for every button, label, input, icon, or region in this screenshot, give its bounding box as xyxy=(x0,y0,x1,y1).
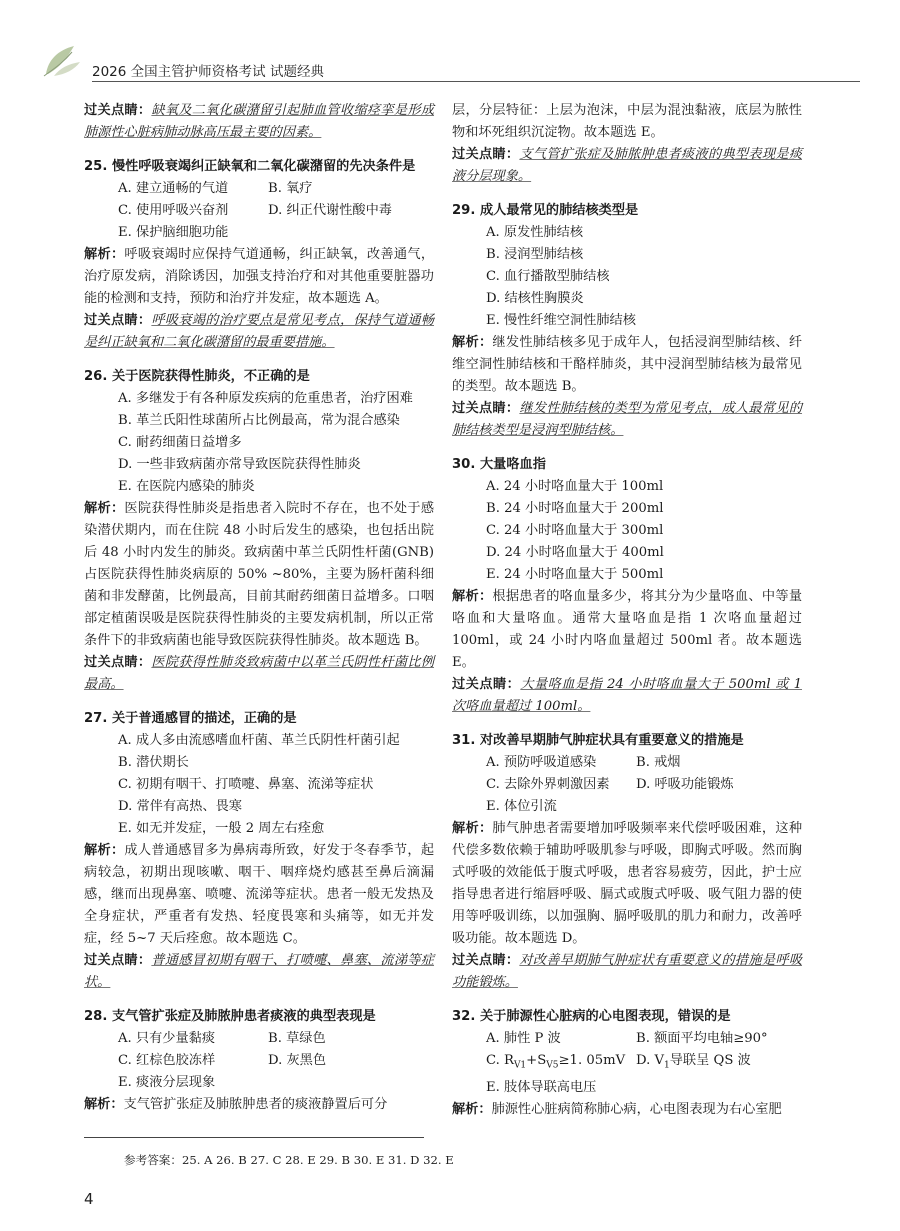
question-29 xyxy=(452,200,802,442)
option-a: A. 24 小时咯血量大于 100ml xyxy=(486,479,664,494)
option-c: C. 耐药细菌日益增多 xyxy=(118,435,242,450)
analysis-text: 支气管扩张症及肺脓肿患者的痰液静置后可分 xyxy=(123,1097,388,1112)
analysis-label: 解析： xyxy=(452,1101,492,1117)
option-c: C. 使用呼吸兴奋剂 xyxy=(118,203,229,218)
analysis-label: 解析： xyxy=(452,589,493,604)
analysis-label: 解析： xyxy=(452,335,493,350)
question-27 xyxy=(84,708,434,994)
analysis-label: 解析： xyxy=(84,247,125,262)
page-number: 4 xyxy=(84,1190,94,1208)
option-b: B. 草绿色 xyxy=(268,1031,326,1046)
tip-label: 过关点睛： xyxy=(452,953,520,968)
option-c: C. 去除外界刺激因素 xyxy=(486,777,610,792)
page-header xyxy=(38,40,860,84)
option-a: A. 多继发于有各种原发疾病的危重患者，治疗困难 xyxy=(118,391,413,406)
question-28 xyxy=(84,1006,434,1116)
question-title: 25. 慢性呼吸衰竭纠正缺氧和二氧化碳潴留的先决条件是 xyxy=(84,159,416,174)
tip-text: 缺氧及二氧化碳潴留引起肺血管收缩痉挛是形成肺源性心脏病肺动脉高压最主要的因素。 xyxy=(84,103,435,140)
tip-label: 过关点睛： xyxy=(452,677,521,692)
option-e: E. 如无并发症，一般 2 周左右痊愈 xyxy=(118,821,325,836)
option-d: D. 常伴有高热、畏寒 xyxy=(118,799,242,814)
question-title: 29. 成人最常见的肺结核类型是 xyxy=(452,203,639,218)
question-32 xyxy=(452,1006,802,1121)
option-b: B. 浸润型肺结核 xyxy=(486,247,584,262)
tip-label: 过关点睛： xyxy=(452,147,520,162)
option-a: A. 成人多由流感嗜血杆菌、革兰氏阴性杆菌引起 xyxy=(118,733,400,748)
option-d: D. $V_1$导联呈 QS 波 xyxy=(636,1053,751,1071)
analysis-text: 肺气肿患者需要增加呼吸频率来代偿呼吸困难，这种代偿多数依赖于辅助呼吸肌参与呼吸，即胸式呼吸。然而胸式呼吸的效能低于腹式呼吸，患者容易疲劳，因此，护士应指导患者进行缩唇呼吸、膈式或腹式呼吸、吸气阻力器的使用等呼吸训练，以加强胸、膈呼吸肌的肌力和耐力，改善呼吸功能。故本题选 D。 xyxy=(452,821,803,946)
tip-text: 普通感冒初期有咽干、打喷嚏、鼻塞、流涕等症状。 xyxy=(84,953,435,990)
footnote-divider xyxy=(84,1137,424,1138)
question-title: 30. 大量咯血指 xyxy=(452,457,546,472)
option-b: B. 24 小时咯血量大于 200ml xyxy=(486,501,664,516)
question-title: 26. 关于医院获得性肺炎，不正确的是 xyxy=(84,369,310,384)
option-c: C. 红棕色胶冻样 xyxy=(118,1053,216,1068)
tip-label: 过关点睛： xyxy=(84,655,152,670)
option-b: B. 潜伏期长 xyxy=(118,755,189,770)
question-28-continued xyxy=(452,100,802,188)
header-divider xyxy=(92,81,860,82)
tip-label: 过关点睛： xyxy=(84,103,152,118)
option-a: A. 肺性 P 波 xyxy=(486,1031,561,1046)
tip-text: 继发性肺结核的类型为常见考点，成人最常见的肺结核类型是浸润型肺结核。 xyxy=(452,401,803,438)
option-d: D. 纠正代谢性酸中毒 xyxy=(268,203,392,218)
option-e: E. 肢体导联高电压 xyxy=(486,1079,597,1095)
option-c: C. 初期有咽干、打喷嚏、鼻塞、流涕等症状 xyxy=(118,777,374,792)
leaf-logo-icon xyxy=(38,40,84,80)
option-d: D. 结核性胸膜炎 xyxy=(486,291,584,306)
option-d: D. 一些非致病菌亦常导致医院获得性肺炎 xyxy=(118,457,361,472)
option-b: B. 额面平均电轴≥90° xyxy=(636,1031,768,1046)
analysis-text: 成人普通感冒多为鼻病毒所致，好发于冬春季节，起病较急，初期出现咳嗽、咽干、咽痒烧灼感甚至鼻后滴漏感，继而出现鼻塞、喷嚏、流涕等症状。患者一般无发热及全身症状，严重者有发热、轻度畏寒和头痛等，如无并发症，经 5~7 天后痊愈。故本题选 C。 xyxy=(84,843,435,946)
intro-tip-block xyxy=(84,100,434,144)
analysis-text: 呼吸衰竭时应保持气道通畅，纠正缺氧，改善通气，治疗原发病，消除诱因，加强支持治疗和对其他重要脏器功能的检测和支持，预防和治疗并发症，故本题选 A。 xyxy=(84,247,435,306)
option-b: B. 戒烟 xyxy=(636,755,681,770)
analysis-label: 解析： xyxy=(84,501,125,516)
option-a: A. 只有少量黏痰 xyxy=(118,1031,216,1046)
tip-text: 医院获得性肺炎致病菌中以革兰氏阴性杆菌比例最高。 xyxy=(84,655,435,692)
option-e: E. 24 小时咯血量大于 500ml xyxy=(486,567,664,582)
option-e: E. 体位引流 xyxy=(486,799,557,814)
option-a: A. 建立通畅的气道 xyxy=(118,181,229,196)
header-title: 2026 全国主管护师资格考试 试题经典 xyxy=(92,64,324,80)
option-c: C. $R_{V1}+S_{V5}\ge 1$. 05mV xyxy=(486,1053,626,1071)
tip-label: 过关点睛： xyxy=(84,313,152,328)
option-d: D. 灰黑色 xyxy=(268,1053,327,1068)
analysis-label: 解析： xyxy=(84,1097,124,1112)
left-column xyxy=(84,100,434,1128)
option-a: A. 原发性肺结核 xyxy=(486,225,584,240)
question-title: 28. 支气管扩张症及肺脓肿患者痰液的典型表现是 xyxy=(84,1009,376,1024)
question-26 xyxy=(84,366,434,696)
option-e: E. 痰液分层现象 xyxy=(118,1075,216,1090)
tip-label: 过关点睛： xyxy=(452,401,520,416)
option-c: C. 血行播散型肺结核 xyxy=(486,269,610,284)
question-30 xyxy=(452,454,802,718)
option-b: B. 氧疗 xyxy=(268,181,313,196)
tip-text: 大量咯血是指 24 小时咯血量大于 500ml 或 1 次咯血量超过 100ml。 xyxy=(452,677,803,714)
tip-text: 呼吸衰竭的治疗要点是常见考点，保持气道通畅是纠正缺氧和二氧化碳潴留的最重要措施。 xyxy=(84,313,435,350)
right-column xyxy=(452,100,802,1133)
option-e: E. 在医院内感染的肺炎 xyxy=(118,479,255,494)
answer-key: 参考答案：25. A 26. B 27. C 28. E 29. B 30. E 31. D 32. E xyxy=(124,1153,454,1167)
option-b: B. 革兰氏阳性球菌所占比例最高，常为混合感染 xyxy=(118,413,400,428)
analysis-label: 解析： xyxy=(84,843,125,858)
option-c: C. 24 小时咯血量大于 300ml xyxy=(486,523,664,538)
question-title: 31. 对改善早期肺气肿症状具有重要意义的措施是 xyxy=(452,733,744,748)
analysis-text: 肺源性心脏病简称肺心病，心电图表现为右心室肥 xyxy=(491,1101,782,1117)
option-d: D. 呼吸功能锻炼 xyxy=(636,777,734,792)
option-a: A. 预防呼吸道感染 xyxy=(486,755,597,770)
analysis-text: 根据患者的咯血量多少，将其分为少量咯血、中等量咯血和大量咯血。通常大量咯血是指 1 次咯血量超过 100ml，或 24 小时内咯血量超过 500ml 者。故本题选 E。 xyxy=(452,589,803,670)
tip-label: 过关点睛： xyxy=(84,953,152,968)
question-title: 27. 关于普通感冒的描述，正确的是 xyxy=(84,711,297,726)
tip-text: 支气管扩张症及肺脓肿患者痰液的典型表现是痰液分层现象。 xyxy=(452,147,803,184)
analysis-text: 继发性肺结核多见于成年人，包括浸润型肺结核、纤维空洞性肺结核和干酪样肺炎，其中浸润型肺结核为最常见的类型。故本题选 B。 xyxy=(452,335,803,394)
question-31 xyxy=(452,730,802,994)
analysis-text: 医院获得性肺炎是指患者入院时不存在，也不处于感染潜伏期内，而在住院 48 小时后发生的感染，也包括出院后 48 小时内发生的肺炎。致病菌中革兰氏阴性杆菌(GNB)占医院获得性肺炎病原的 50% ~80%，主要为肠杆菌科细菌和非发酵菌，比例最高，目前其耐药细菌日益增多。口咽部定植菌误吸是医院获得性肺炎的主要发病机制，所以正常条件下的非致病菌也能导致医院获得性肺炎。故本题选 B。 xyxy=(84,501,435,648)
option-e: E. 慢性纤维空洞性肺结核 xyxy=(486,313,636,328)
question-25 xyxy=(84,156,434,354)
option-d: D. 24 小时咯血量大于 400ml xyxy=(486,545,664,560)
analysis-label: 解析： xyxy=(452,821,493,836)
analysis-continued: 层，分层特征：上层为泡沫，中层为混浊黏液，底层为脓性物和坏死组织沉淀物。故本题选 E。 xyxy=(452,103,802,140)
option-e: E. 保护脑细胞功能 xyxy=(118,225,229,240)
question-title: 32. 关于肺源性心脏病的心电图表现，错误的是 xyxy=(452,1009,731,1024)
tip-text: 对改善早期肺气肿症状有重要意义的措施是呼吸功能锻炼。 xyxy=(452,953,803,990)
